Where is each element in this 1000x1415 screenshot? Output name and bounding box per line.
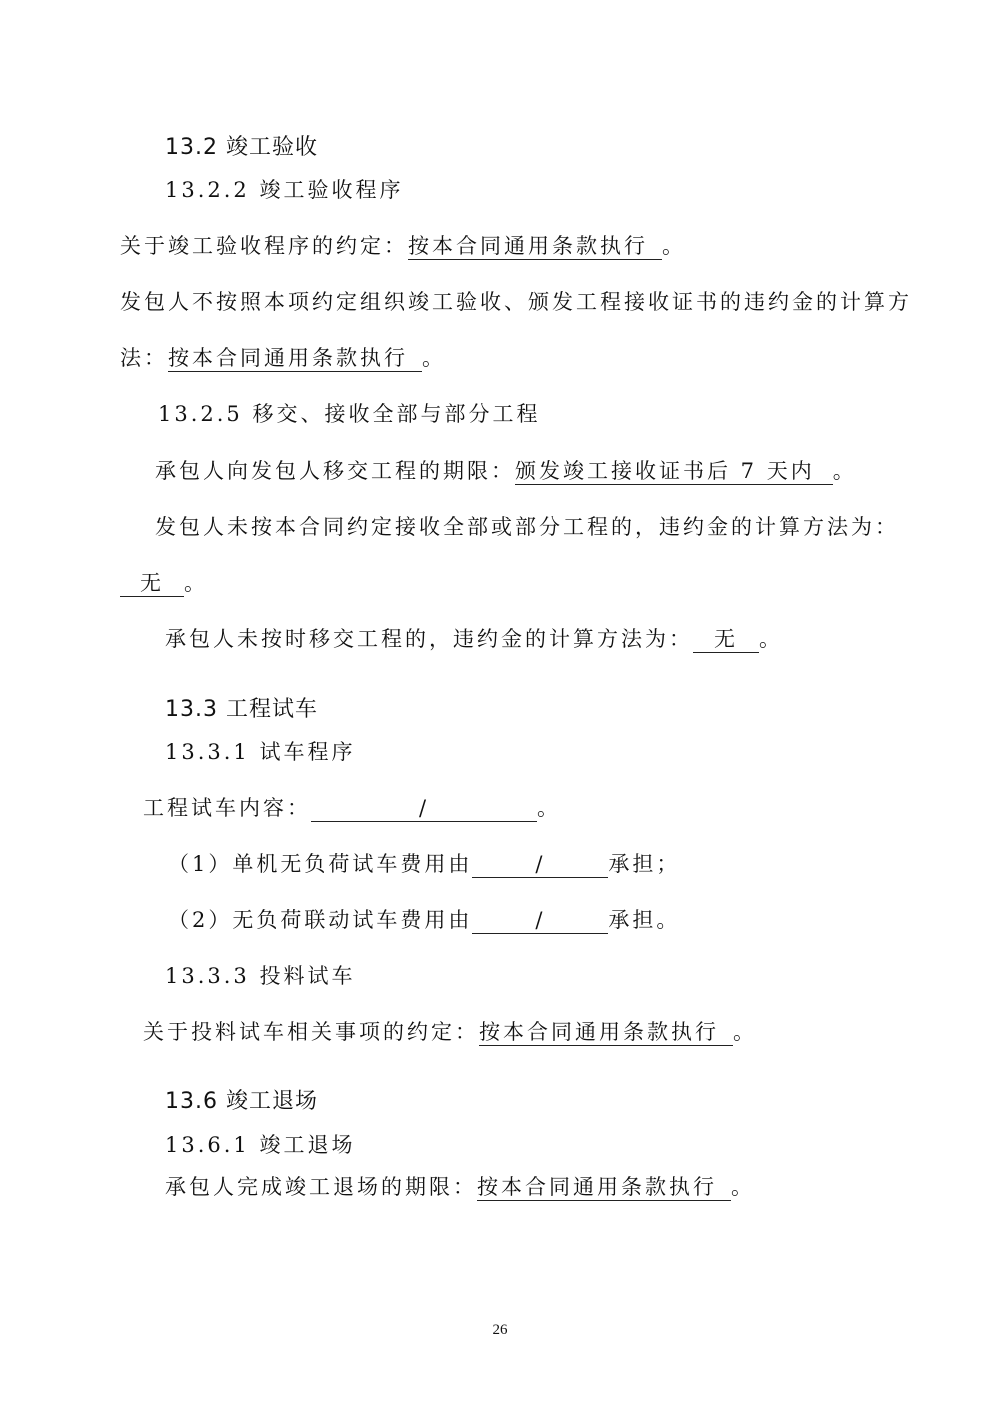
section-heading-13-6: 13.6 竣工退场: [165, 1089, 318, 1114]
field-label: 工程试车内容：: [143, 796, 311, 820]
paragraph-exit-period: [165, 1177, 755, 1201]
field-label: 关于竣工验收程序的约定：: [120, 234, 408, 258]
paragraph-acceptance-procedure: [120, 236, 686, 260]
filled-field: 无: [120, 573, 184, 597]
filled-field: 无: [693, 629, 759, 653]
field-label: 法：: [120, 346, 168, 370]
subsection-13-6-1: 13.6.1 竣工退场: [165, 1133, 356, 1157]
paragraph-employer-penalty-line2: [120, 573, 208, 597]
page-number: 26: [492, 1322, 508, 1338]
field-suffix: 承担。: [608, 908, 681, 932]
filled-field: /: [311, 798, 537, 822]
filled-field: 按本合同通用条款执行: [479, 1022, 733, 1046]
field-label: （2）无负荷联动试车费用由: [168, 908, 473, 932]
subsection-13-2-5: 13.2.5 移交、接收全部与部分工程: [158, 402, 541, 426]
section-heading-13-2: 13.2 竣工验收: [165, 135, 318, 160]
period: 。: [422, 346, 446, 370]
filled-field: 颁发竣工接收证书后 7 天内: [515, 461, 833, 485]
filled-field: 按本合同通用条款执行: [477, 1177, 731, 1201]
field-label: 承包人完成竣工退场的期限：: [165, 1175, 477, 1199]
list-item-2: [168, 910, 680, 934]
paragraph-penalty-line2: [120, 348, 446, 372]
paragraph-contractor-penalty: [165, 629, 783, 653]
filled-field: /: [472, 910, 608, 934]
paragraph-test-content: [143, 798, 561, 822]
field-label: （1）单机无负荷试车费用由: [168, 852, 473, 876]
period: 。: [662, 234, 686, 258]
subsection-13-3-3: 13.3.3 投料试车: [165, 964, 356, 988]
list-item-1: [168, 854, 680, 878]
field-label: 关于投料试车相关事项的约定：: [143, 1020, 479, 1044]
period: 。: [759, 627, 783, 651]
paragraph-penalty-line1: 发包人不按照本项约定组织竣工验收、颁发工程接收证书的违约金的计算方: [120, 290, 912, 314]
filled-field: /: [472, 854, 608, 878]
period: 。: [733, 1020, 757, 1044]
field-suffix: 承担；: [608, 852, 681, 876]
paragraph-feed-test: [143, 1022, 757, 1046]
field-label: 承包人未按时移交工程的，违约金的计算方法为：: [165, 627, 693, 651]
filled-field: 按本合同通用条款执行: [168, 348, 422, 372]
field-label: 承包人向发包人移交工程的期限：: [155, 459, 515, 483]
period: 。: [537, 796, 561, 820]
paragraph-employer-penalty-line1: 发包人未按本合同约定接收全部或部分工程的，违约金的计算方法为：: [155, 515, 899, 539]
section-heading-13-3: 13.3 工程试车: [165, 697, 318, 722]
paragraph-handover-period: [155, 461, 857, 485]
subsection-13-3-1: 13.3.1 试车程序: [165, 740, 356, 764]
period: 。: [184, 571, 208, 595]
subsection-13-2-2: 13.2.2 竣工验收程序: [165, 178, 404, 202]
period: 。: [731, 1175, 755, 1199]
filled-field: 按本合同通用条款执行: [408, 236, 662, 260]
period: 。: [832, 459, 857, 483]
